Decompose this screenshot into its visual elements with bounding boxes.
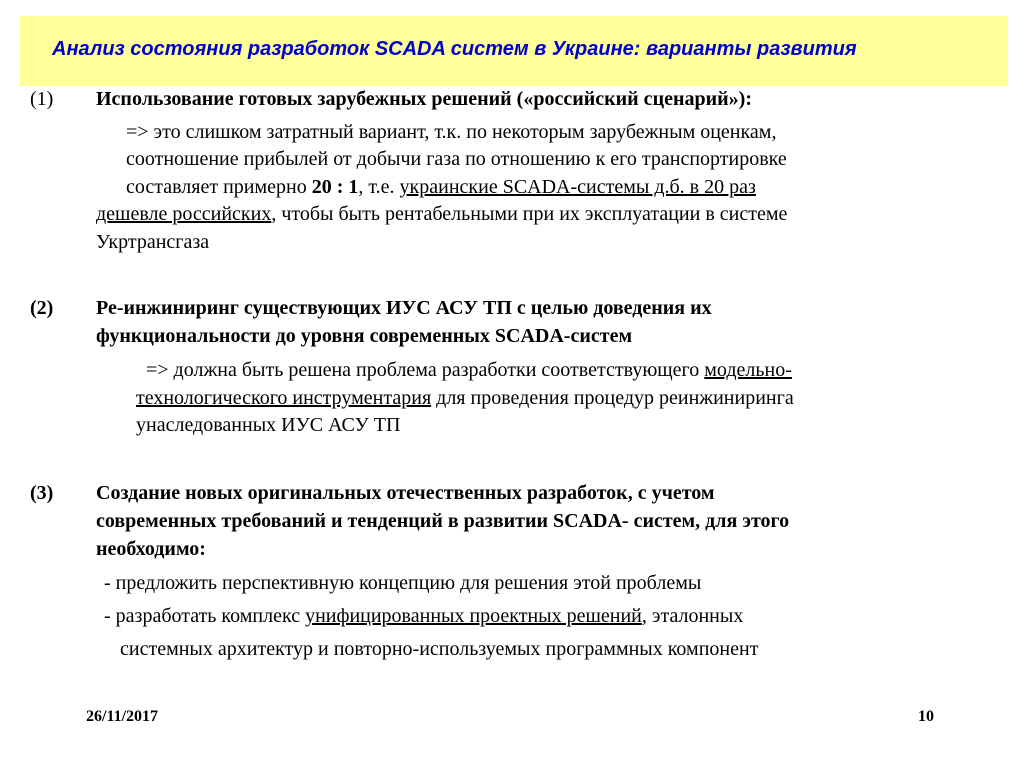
item3-heading-line3: необходимо: bbox=[96, 538, 206, 560]
item1-line3-underlined: украинские SCADA-системы д.б. в 20 раз bbox=[399, 176, 756, 198]
item2-line1-text: => должна быть решена проблема разработки соответствующего bbox=[146, 359, 705, 381]
item3-line3: системных архитектур и повторно-используемых программных компонент bbox=[120, 638, 759, 660]
item1-line1: => это слишком затратный вариант, т.к. по некоторым зарубежным оценкам, bbox=[126, 121, 777, 143]
item1-line4-text: , чтобы быть рентабельными при их эксплуатации в системе bbox=[271, 203, 788, 225]
item1-number: (1) bbox=[30, 88, 54, 110]
item1-line3 bbox=[126, 174, 756, 200]
item3-line2-underlined: унифицированных проектных решений bbox=[305, 605, 642, 627]
item2-line1-underlined: модельно- bbox=[704, 359, 792, 381]
item1-line3-mid: , т.е. bbox=[358, 176, 400, 198]
item1-line4 bbox=[96, 201, 787, 227]
item2-number: (2) bbox=[30, 297, 54, 319]
item3-number: (3) bbox=[30, 482, 54, 504]
slide-title: Анализ состояния разработок SCADA систем в Украине: варианты развития bbox=[52, 38, 857, 60]
item3-heading-line1: Создание новых оригинальных отечественных разработок, с учетом bbox=[96, 482, 715, 504]
item3-line2 bbox=[104, 603, 743, 629]
item2-line2-underlined: технологического инструментария bbox=[136, 387, 432, 409]
item3-line2-text: - разработать комплекс bbox=[104, 605, 306, 627]
item2-heading-line2: функциональности до уровня современных SCADA-систем bbox=[96, 325, 633, 347]
item1-ratio: 20 : 1 bbox=[311, 176, 359, 198]
page-number: 10 bbox=[918, 708, 934, 725]
item1-heading: Использование готовых зарубежных решений («российский сценарий»): bbox=[96, 88, 752, 110]
footer-date: 26/11/2017 bbox=[86, 708, 159, 725]
item3-heading-line2: современных требований и тенденций в развитии SCADA- систем, для этого bbox=[96, 510, 790, 532]
item2-line2 bbox=[136, 385, 794, 411]
item2-heading-line1: Ре-инжиниринг существующих ИУС АСУ ТП с целью доведения их bbox=[96, 297, 712, 319]
item2-line2-text: для проведения процедур реинжиниринга bbox=[431, 387, 794, 409]
item1-line4-underlined: дешевле российских bbox=[96, 203, 272, 225]
item3-line1: - предложить перспективную концепцию для решения этой проблемы bbox=[104, 572, 702, 594]
item3-line2-tail: , эталонных bbox=[641, 605, 744, 627]
item1-line3-text: составляет примерно bbox=[126, 176, 312, 198]
item2-line1 bbox=[146, 357, 792, 383]
item1-line2: соотношение прибылей от добычи газа по отношению к его транспортировке bbox=[126, 148, 787, 170]
item1-line5: Укртрансгаза bbox=[96, 231, 210, 253]
item2-line3: унаследованных ИУС АСУ ТП bbox=[136, 414, 401, 436]
